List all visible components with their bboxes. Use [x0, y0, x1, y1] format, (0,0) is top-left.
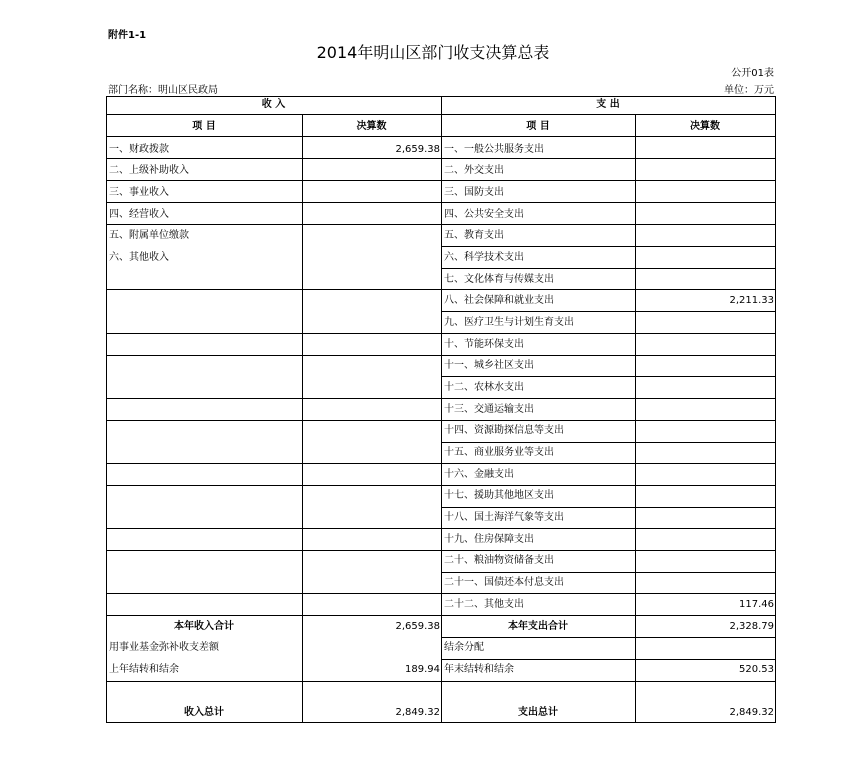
budget-table	[106, 96, 775, 723]
income-item-label: 二、上级补助收入	[109, 165, 189, 176]
department-name: 部门名称：明山区民政局	[108, 85, 218, 96]
expense-item-label: 一、一般公共服务支出	[444, 144, 544, 155]
carry-in-value: 189.94	[405, 664, 440, 675]
expense-item-label: 三、国防支出	[444, 187, 504, 198]
expense-item-label: 六、科学技术支出	[444, 252, 524, 263]
table-rule	[441, 442, 776, 443]
table-rule	[441, 572, 776, 573]
income-item-label: 四、经营收入	[109, 209, 169, 220]
table-rule	[441, 376, 776, 377]
expense-item-label: 四、公共安全支出	[444, 209, 524, 220]
expense-item-label: 十九、住房保障支出	[444, 534, 534, 545]
form-number: 公开01表	[731, 68, 774, 79]
expense-item-label: 九、医疗卫生与计划生育支出	[444, 317, 574, 328]
expense-item-label: 十七、援助其他地区支出	[444, 490, 554, 501]
page-title: 2014年明山区部门收支决算总表	[316, 43, 550, 62]
expense-item-value: 2,211.33	[729, 295, 774, 306]
income-item-value: 2,659.38	[395, 144, 440, 155]
surplus-distribution-label: 结余分配	[444, 642, 484, 653]
expense-header: 支 出	[596, 99, 620, 110]
table-rule	[441, 659, 776, 660]
expense-item-label: 十八、国土海洋气象等支出	[444, 512, 564, 523]
income-item-label: 五、附属单位缴款	[109, 230, 189, 241]
income-header: 收 入	[261, 99, 286, 110]
table-rule	[441, 246, 776, 247]
expense-item-label: 十二、农林水支出	[444, 382, 524, 393]
expense-item-label: 十、节能环保支出	[444, 339, 524, 350]
table-rule	[441, 268, 776, 269]
expense-item-label: 五、教育支出	[444, 230, 504, 241]
expense-item-value: 117.46	[739, 599, 774, 610]
expense-item-label: 七、文化体育与传媒支出	[444, 274, 554, 285]
income-item-label: 三、事业收入	[109, 187, 169, 198]
unit-label: 单位：万元	[724, 85, 774, 96]
expense-item-label: 十六、金融支出	[444, 469, 514, 480]
table-border-right	[775, 96, 776, 723]
carry-out-label: 年末结转和结余	[444, 664, 514, 675]
table-col-rule	[635, 114, 636, 723]
expense-item-label: 二、外交支出	[444, 165, 504, 176]
table-rule	[441, 507, 776, 508]
fund-gap-label: 用事业基金弥补收支差额	[109, 642, 219, 653]
expense-item-label: 二十、粮油物资储备支出	[444, 555, 554, 566]
grand-income-value: 2,849.32	[395, 707, 440, 718]
expense-item-label: 十四、资源勘探信息等支出	[444, 425, 564, 436]
expense-total-label: 本年支出合计	[508, 621, 568, 632]
carry-out-value: 520.53	[739, 664, 774, 675]
col-header-item: 项 目	[192, 121, 216, 132]
expense-item-label: 八、社会保障和就业支出	[444, 295, 554, 306]
col-header-amount: 决算数	[356, 121, 387, 132]
grand-expense-label: 支出总计	[518, 707, 558, 718]
income-item-label: 六、其他收入	[109, 252, 169, 263]
col-header-amount: 决算数	[690, 121, 720, 132]
expense-item-label: 二十一、国债还本付息支出	[444, 577, 564, 588]
expense-item-label: 十三、交通运输支出	[444, 404, 534, 415]
expense-item-label: 十五、商业服务业等支出	[444, 447, 554, 458]
col-header-item: 项 目	[526, 121, 550, 132]
table-rule	[441, 637, 776, 638]
expense-item-label: 十一、城乡社区支出	[444, 360, 534, 371]
expense-total-value: 2,328.79	[729, 621, 774, 632]
grand-expense-value: 2,849.32	[729, 707, 774, 718]
income-total-value: 2,659.38	[395, 621, 440, 632]
attachment-label: 附件1-1	[108, 30, 147, 41]
income-total-label: 本年收入合计	[174, 621, 234, 632]
carry-in-label: 上年结转和结余	[109, 664, 179, 675]
grand-income-label: 收入总计	[184, 707, 224, 718]
expense-item-label: 二十二、其他支出	[444, 599, 524, 610]
table-rule	[441, 311, 776, 312]
table-col-rule	[302, 114, 303, 723]
income-item-label: 一、财政拨款	[109, 144, 169, 155]
